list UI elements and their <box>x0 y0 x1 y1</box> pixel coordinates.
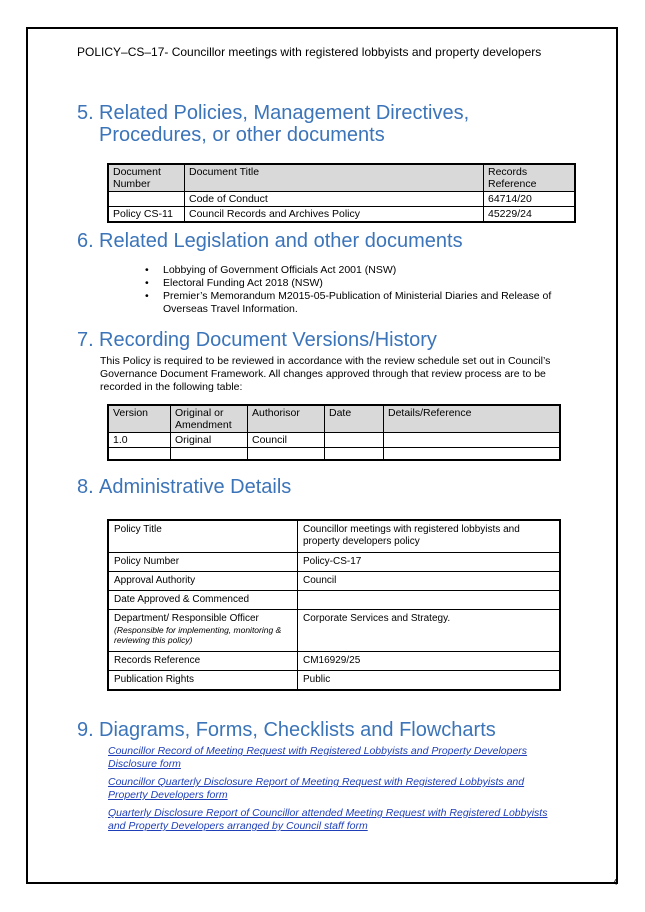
bullet-icon: • <box>145 290 149 302</box>
table-cell <box>248 448 325 460</box>
table-row <box>108 207 575 223</box>
bullet-icon: • <box>145 277 149 289</box>
admin-label: Date Approved & Commenced <box>108 590 298 609</box>
table-row <box>108 609 560 651</box>
section-6-number: 6. <box>77 230 94 252</box>
admin-value <box>298 590 561 609</box>
admin-label-cell <box>108 609 298 651</box>
admin-label: Approval Authority <box>108 571 298 590</box>
table-row <box>108 520 560 552</box>
section-9-number: 9. <box>77 719 94 741</box>
table-cell: Code of Conduct <box>185 192 484 207</box>
table-cell <box>325 433 384 448</box>
table-cell: 45229/24 <box>484 207 576 223</box>
section-8-heading <box>77 475 557 499</box>
quarterly-disclosure-report-form-link[interactable]: Councillor Quarterly Disclosure Report of Meeting Request with Registered Lobbyists and Property Developers form <box>108 776 525 801</box>
section-9-heading <box>77 718 557 742</box>
table-cell <box>171 448 248 460</box>
table-row <box>108 552 560 571</box>
section-9-title: Diagrams, Forms, Checklists and Flowcharts <box>99 719 496 741</box>
table-cell: 64714/20 <box>484 192 576 207</box>
table-row <box>108 651 560 670</box>
table-cell: Original <box>171 433 248 448</box>
table-header-cell: Records Reference <box>484 164 576 192</box>
page-number: 4 <box>613 878 618 887</box>
section-7-title: Recording Document Versions/History <box>99 329 437 351</box>
table-header-cell: Version <box>108 405 171 433</box>
table-row <box>108 192 575 207</box>
table-cell: Council <box>248 433 325 448</box>
table-header-cell: Original or Amendment <box>171 405 248 433</box>
section-6-heading <box>77 229 557 253</box>
admin-value: Policy-CS-17 <box>298 552 561 571</box>
admin-label: Records Reference <box>108 651 298 670</box>
table-cell <box>325 448 384 460</box>
list-item: • Premier’s Memorandum M2015-05-Publication of Ministerial Diaries and Release of Overseas Travel Information. <box>145 290 552 315</box>
table-header-cell: Authorisor <box>248 405 325 433</box>
section-5-heading <box>77 101 557 149</box>
section-5-title-line1: Related Policies, Management Directives, <box>99 102 470 124</box>
table-cell <box>384 448 561 460</box>
admin-value: CM16929/25 <box>298 651 561 670</box>
table-row <box>108 571 560 590</box>
table-cell <box>108 192 185 207</box>
table-header-row <box>108 164 575 192</box>
admin-value: Councillor meetings with registered lobbyists and property developers policy <box>298 520 561 552</box>
forms-links <box>108 745 558 838</box>
table-header-cell: Details/Reference <box>384 405 561 433</box>
versions-paragraph: This Policy is required to be reviewed in accordance with the review schedule set out in Council’s Governance Document Framework. All changes approved through that review process are to be recorded in the following table: <box>100 355 551 393</box>
administrative-details-table <box>107 519 561 691</box>
table-row <box>108 433 560 448</box>
admin-value: Corporate Services and Strategy. <box>298 609 561 651</box>
section-7-heading <box>77 328 557 352</box>
table-cell <box>108 448 171 460</box>
section-5-number: 5. <box>77 102 94 124</box>
table-header-cell: Date <box>325 405 384 433</box>
page-header: POLICY–CS–17- Councillor meetings with registered lobbyists and property developers <box>77 45 542 59</box>
table-row <box>108 670 560 690</box>
admin-value: Public <box>298 670 561 690</box>
admin-value: Council <box>298 571 561 590</box>
admin-label-note: (Responsible for implementing, monitoring & reviewing this policy) <box>114 624 282 645</box>
table-header-cell: Document Number <box>108 164 185 192</box>
staff-arranged-meeting-report-form-link[interactable]: Quarterly Disclosure Report of Councillor attended Meeting Request with Registered Lobbyists and Property Developers arranged by Council staff form <box>108 807 548 832</box>
legislation-list <box>145 264 565 316</box>
related-documents-table <box>107 163 576 223</box>
table-cell: Policy CS-11 <box>108 207 185 223</box>
meeting-request-disclosure-form-link[interactable]: Councillor Record of Meeting Request with Registered Lobbyists and Property Developers Disclosure form <box>108 745 528 770</box>
admin-label: Publication Rights <box>108 670 298 690</box>
table-cell: 1.0 <box>108 433 171 448</box>
bullet-icon: • <box>145 264 149 276</box>
table-header-cell: Document Title <box>185 164 484 192</box>
list-item: • Electoral Funding Act 2018 (NSW) <box>145 277 323 289</box>
admin-label: Department/ Responsible Officer <box>114 612 259 624</box>
section-5-title-line2: Procedures, or other documents <box>99 124 385 146</box>
admin-label: Policy Title <box>108 520 298 552</box>
table-header-row <box>108 405 560 433</box>
admin-label: Policy Number <box>108 552 298 571</box>
table-cell: Council Records and Archives Policy <box>185 207 484 223</box>
section-8-number: 8. <box>77 476 94 498</box>
list-item: • Lobbying of Government Officials Act 2001 (NSW) <box>145 264 397 276</box>
versions-table <box>107 404 561 461</box>
section-8-title: Administrative Details <box>99 476 292 498</box>
table-row <box>108 590 560 609</box>
section-7-number: 7. <box>77 329 94 351</box>
section-6-title: Related Legislation and other documents <box>99 230 463 252</box>
table-cell <box>384 433 561 448</box>
table-row <box>108 448 560 460</box>
